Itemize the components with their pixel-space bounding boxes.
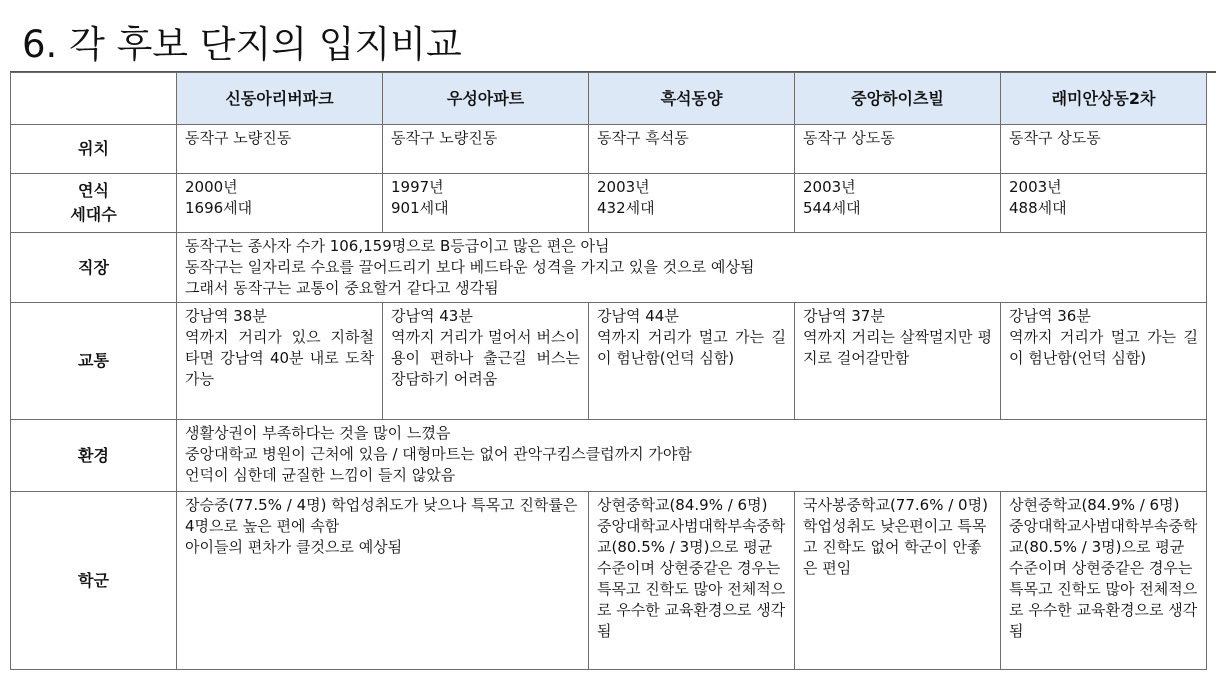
table-cell: 2003년 432세대 [589,174,795,233]
row-environment [11,420,1207,492]
table-cell: 생활상권이 부족하다는 것을 많이 느꼈음 중앙대학교 병원이 근처에 있음 / 대형마트는 없어 관악구킴스클럽까지 가야함 언덕이 심한데 균질한 느낌이 들지 않았음 [177,420,1207,492]
row-year [11,174,1207,233]
row-location [11,125,1207,174]
table-cell: 장승중(77.5% / 4명) 학업성취도가 낮으나 특목고 진학률은 4명으로 높은 편에 속함 아이들의 편차가 클것으로 예상됨 [177,492,589,670]
table-cell: 동작구 상도동 [1001,125,1207,174]
row-label: 연식 세대수 [11,174,177,233]
table-cell: 동작구는 종사자 수가 106,159명으로 B등급이고 많은 편은 아님 동작구는 일자리로 수요를 끌어드리기 보다 베드타운 성격을 가지고 있을 것으로 예상됨 그래서 동작구는 교통이 중요할거 같다고 생각됨 [177,233,1207,303]
table-cell: 강남역 36분 역까지 거리가 멀고 가는 길이 험난함(언덕 심함) [1001,303,1207,420]
row-label: 교통 [11,303,177,420]
column-header: 신동아리버파크 [177,73,383,125]
row-school [11,492,1207,670]
table-cell: 동작구 흑석동 [589,125,795,174]
table-cell: 상현중학교(84.9% / 6명) 중앙대학교사범대학부속중학교(80.5% / 3명)으로 평균수준이며 상현중같은 경우는 특목고 진학도 많아 전체적으로 우수한 교육환경으로 생각됨 [1001,492,1207,670]
table-cell: 강남역 43분 역까지 거리가 멀어서 버스이용이 편하나 출근길 버스는 장담하기 어려움 [383,303,589,420]
table-cell: 강남역 38분 역까지 거리가 있으 지하철 타면 강남역 40분 내로 도착가능 [177,303,383,420]
row-label: 환경 [11,420,177,492]
table-cell: 2000년 1696세대 [177,174,383,233]
column-header: 흑석동양 [589,73,795,125]
corner-cell [11,73,177,125]
row-label: 위치 [11,125,177,174]
column-header: 중앙하이츠빌 [795,73,1001,125]
comparison-table [10,72,1207,670]
table-cell: 동작구 상도동 [795,125,1001,174]
table-cell: 1997년 901세대 [383,174,589,233]
header-row [11,73,1207,125]
table-cell: 동작구 노량진동 [177,125,383,174]
column-header: 우성아파트 [383,73,589,125]
row-label: 직장 [11,233,177,303]
row-work [11,233,1207,303]
table-cell: 2003년 544세대 [795,174,1001,233]
table-cell: 2003년 488세대 [1001,174,1207,233]
page-title: 6. 각 후보 단지의 입지비교 [22,23,462,66]
row-transport [11,303,1207,420]
table-cell: 국사봉중학교(77.6% / 0명) 학업성취도 낮은편이고 특목고 진학도 없어 학군이 안좋은 편임 [795,492,1001,670]
table-cell: 강남역 37분 역까지 거리는 살짝멀지만 평지로 걸어갈만함 [795,303,1001,420]
table-cell: 동작구 노량진동 [383,125,589,174]
table-cell: 상현중학교(84.9% / 6명) 중앙대학교사범대학부속중학교(80.5% / 3명)으로 평균수준이며 상현중같은 경우는 특목고 진학도 많아 전체적으로 우수한 교육환경으로 생각됨 [589,492,795,670]
row-label: 학군 [11,492,177,670]
table-cell: 강남역 44분 역까지 거리가 멀고 가는 길이 험난함(언덕 심함) [589,303,795,420]
column-header: 래미안상동2차 [1001,73,1207,125]
